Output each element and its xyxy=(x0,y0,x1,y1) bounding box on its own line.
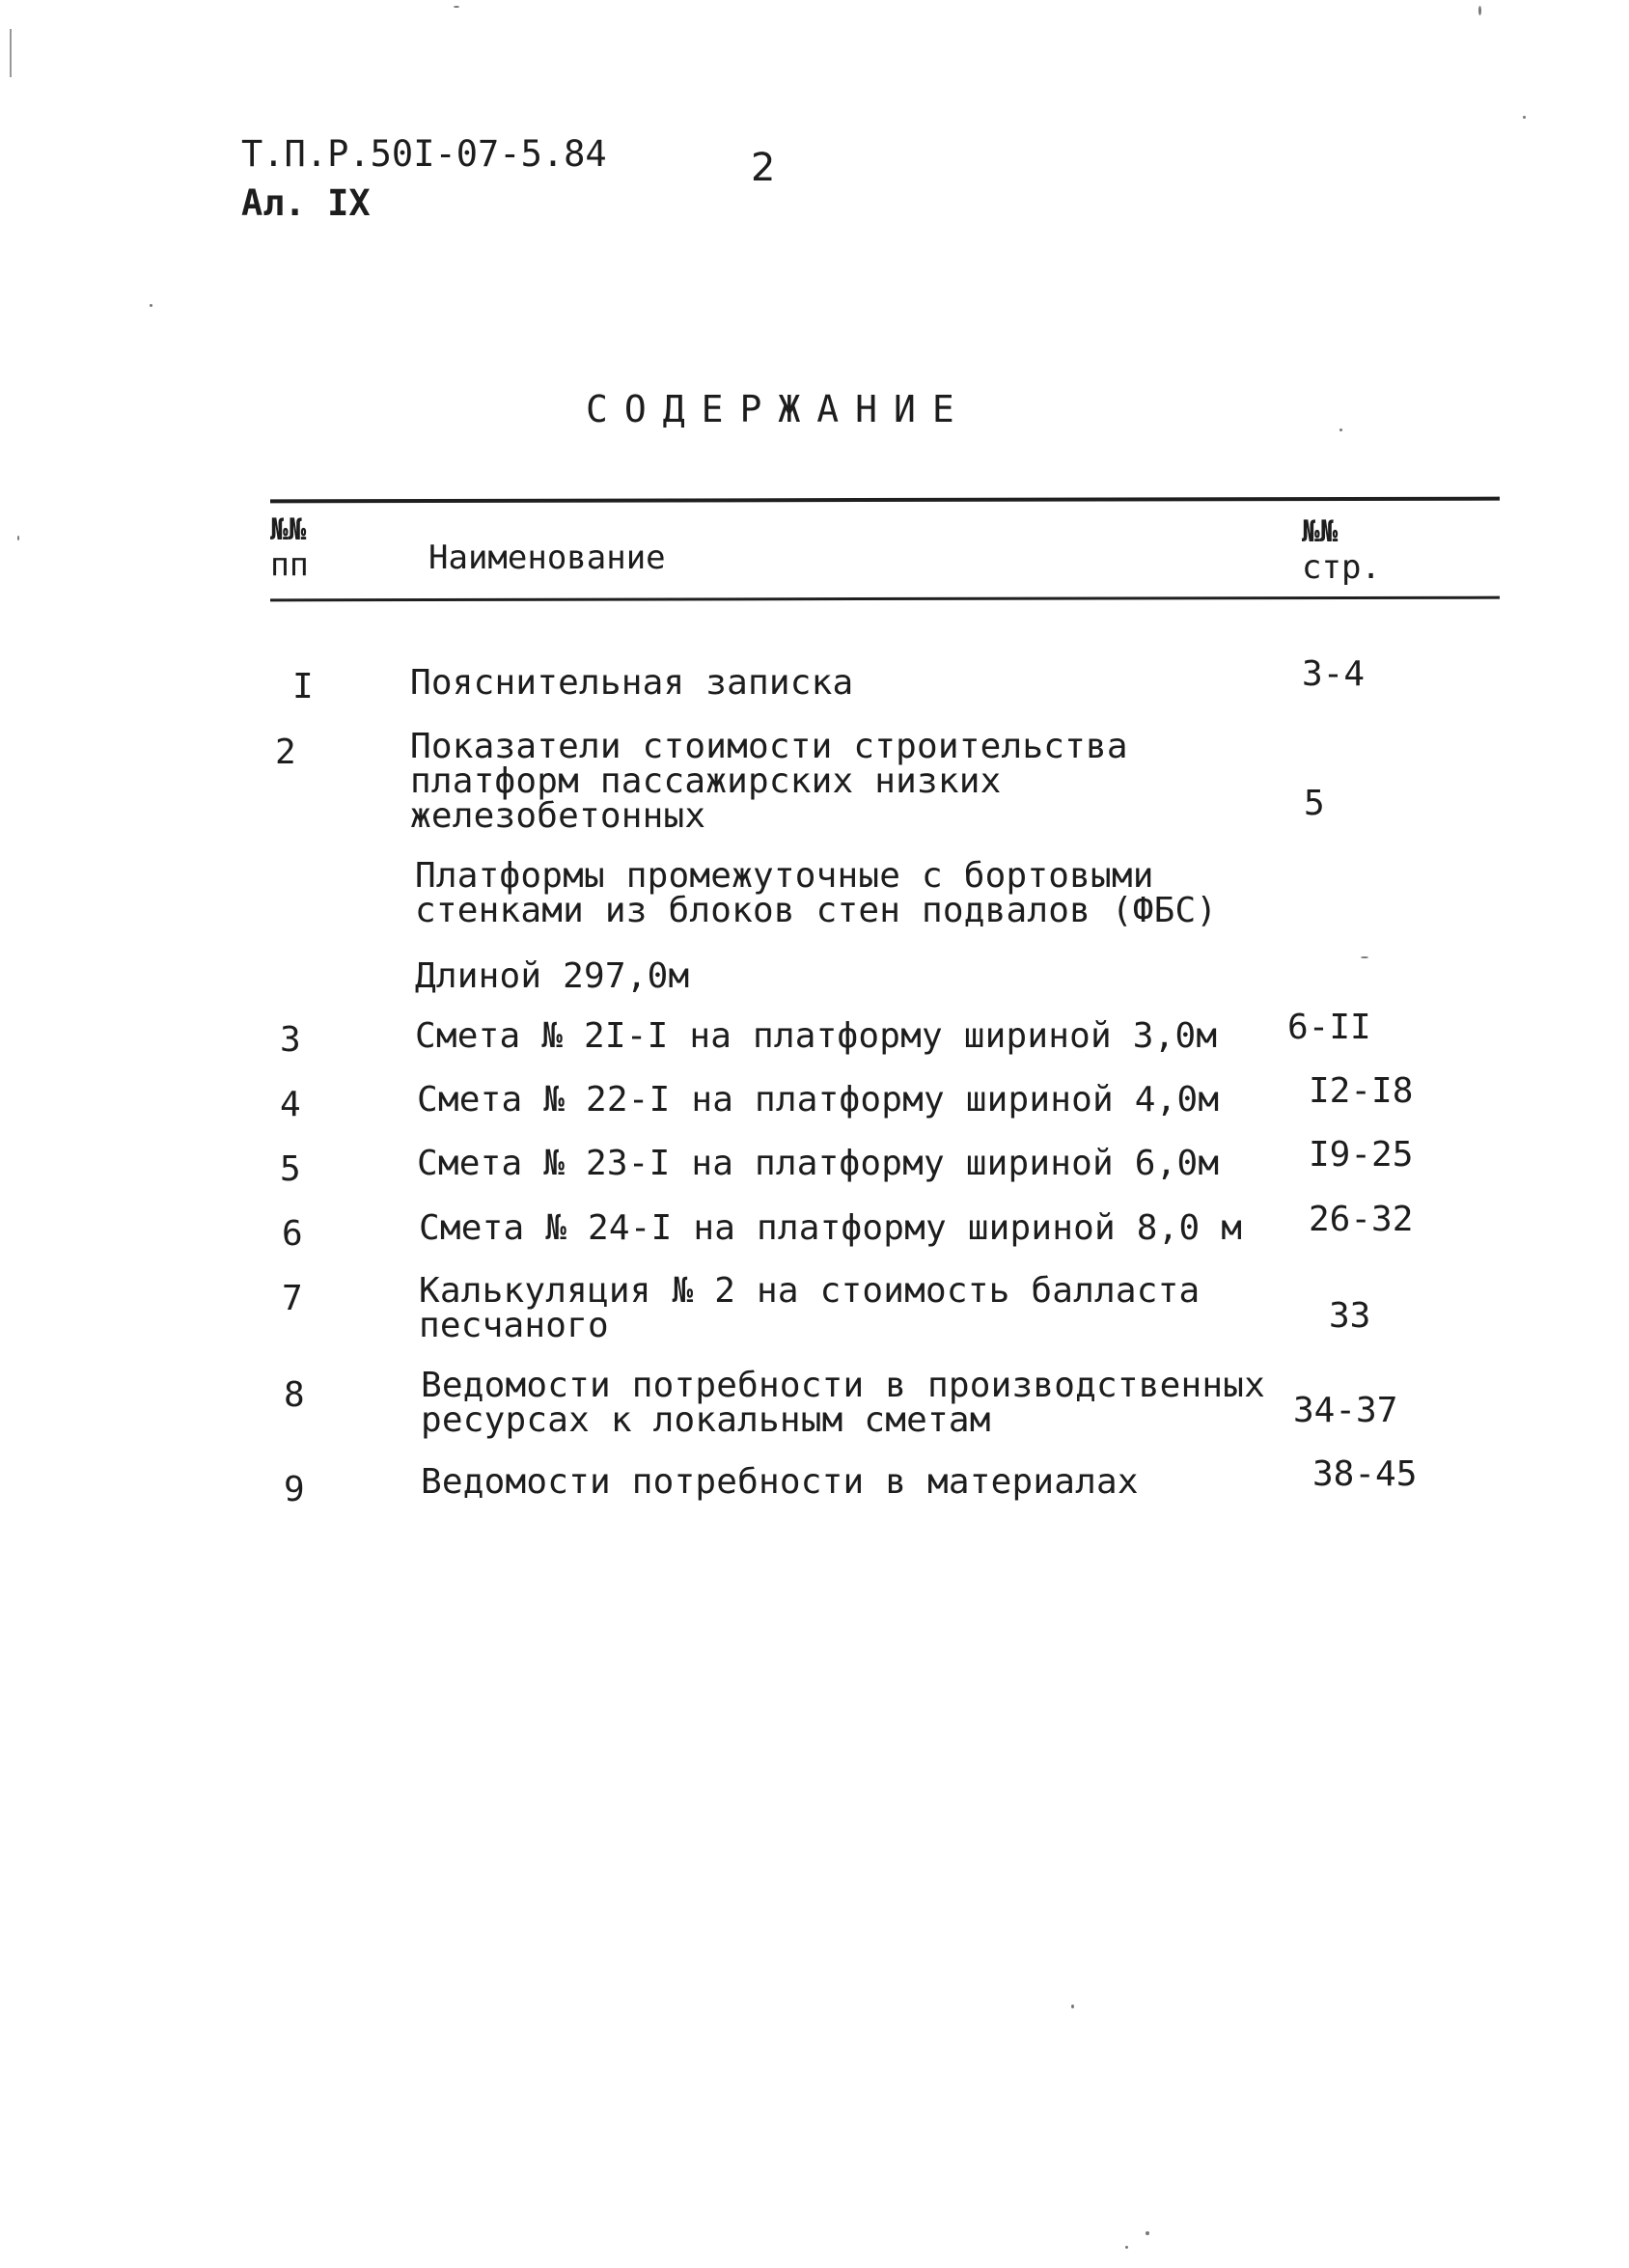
row-page: 38-45 xyxy=(1312,1454,1418,1494)
scan-speck xyxy=(1146,2231,1149,2235)
album-number: Ал. IX xyxy=(241,182,371,224)
scan-edge-mark xyxy=(10,29,12,77)
row-name: Смета № 24-I на платформу шириной 8,0 м xyxy=(419,1208,1243,1248)
row-name: Смета № 2I-I на платформу шириной 3,0м xyxy=(415,1016,1218,1056)
row-number: 4 xyxy=(280,1085,301,1124)
page-number: 2 xyxy=(751,146,776,190)
row-number: I xyxy=(292,667,314,706)
row-number: 7 xyxy=(282,1279,303,1318)
header-name: Наименование xyxy=(428,539,666,577)
row-page: 33 xyxy=(1329,1296,1371,1336)
row-number: 8 xyxy=(284,1375,305,1415)
row-page: I9-25 xyxy=(1309,1135,1414,1175)
scan-speck xyxy=(1339,429,1342,431)
table-header-rule xyxy=(270,596,1500,602)
row-name: Смета № 23-I на платформу шириной 6,0м xyxy=(417,1144,1220,1183)
section-subheading-continued: стенками из блоков стен подвалов (ФБС) xyxy=(415,891,1218,930)
header-page-abbrev: стр. xyxy=(1302,548,1381,587)
row-number: 6 xyxy=(282,1214,303,1254)
row-number: 3 xyxy=(280,1020,301,1060)
scan-speck xyxy=(1478,6,1481,15)
section-subheading: Платформы промежуточные с бортовыми xyxy=(415,856,1154,896)
document-code: Т.П.Р.50I-07-5.84 xyxy=(241,133,607,175)
scan-speck xyxy=(1071,2005,1074,2008)
row-number: 2 xyxy=(275,733,296,772)
row-name: Показатели стоимости строительства xyxy=(410,727,1128,766)
row-name: Калькуляция № 2 на стоимость балласта xyxy=(419,1271,1201,1311)
scan-speck xyxy=(17,536,19,540)
header-number-sign: №№ xyxy=(270,512,307,547)
header-number-abbrev: пп xyxy=(270,545,309,583)
contents-title: СОДЕРЖАНИЕ xyxy=(586,388,971,430)
scan-speck xyxy=(1523,116,1526,119)
row-number: 5 xyxy=(280,1149,301,1189)
row-name-continued: ресурсах к локальным сметам xyxy=(421,1400,991,1440)
row-page: 5 xyxy=(1304,784,1325,823)
row-page: 34-37 xyxy=(1293,1391,1398,1430)
row-number: 9 xyxy=(284,1470,305,1509)
table-top-rule xyxy=(270,497,1500,504)
row-name: Смета № 22-I на платформу шириной 4,0м xyxy=(417,1080,1220,1120)
scan-speck xyxy=(1361,956,1368,958)
row-page: 6-II xyxy=(1287,1008,1371,1047)
length-subheading: Длиной 297,0м xyxy=(415,956,690,996)
row-name: Ведомости потребности в материалах xyxy=(421,1462,1139,1502)
row-page: 26-32 xyxy=(1309,1200,1414,1239)
header-page-sign: №№ xyxy=(1302,514,1339,549)
row-name: Ведомости потребности в производственных xyxy=(421,1366,1265,1405)
row-page: I2-I8 xyxy=(1309,1071,1414,1111)
row-name: Пояснительная записка xyxy=(410,663,854,703)
row-name-continued: платформ пассажирских низких xyxy=(410,761,1002,801)
scan-speck xyxy=(454,6,459,8)
scan-speck xyxy=(150,304,152,307)
row-name-continued: железобетонных xyxy=(410,796,706,836)
row-page: 3-4 xyxy=(1302,654,1366,694)
row-name-continued: песчаного xyxy=(419,1306,609,1345)
scan-speck xyxy=(1125,2246,1128,2249)
